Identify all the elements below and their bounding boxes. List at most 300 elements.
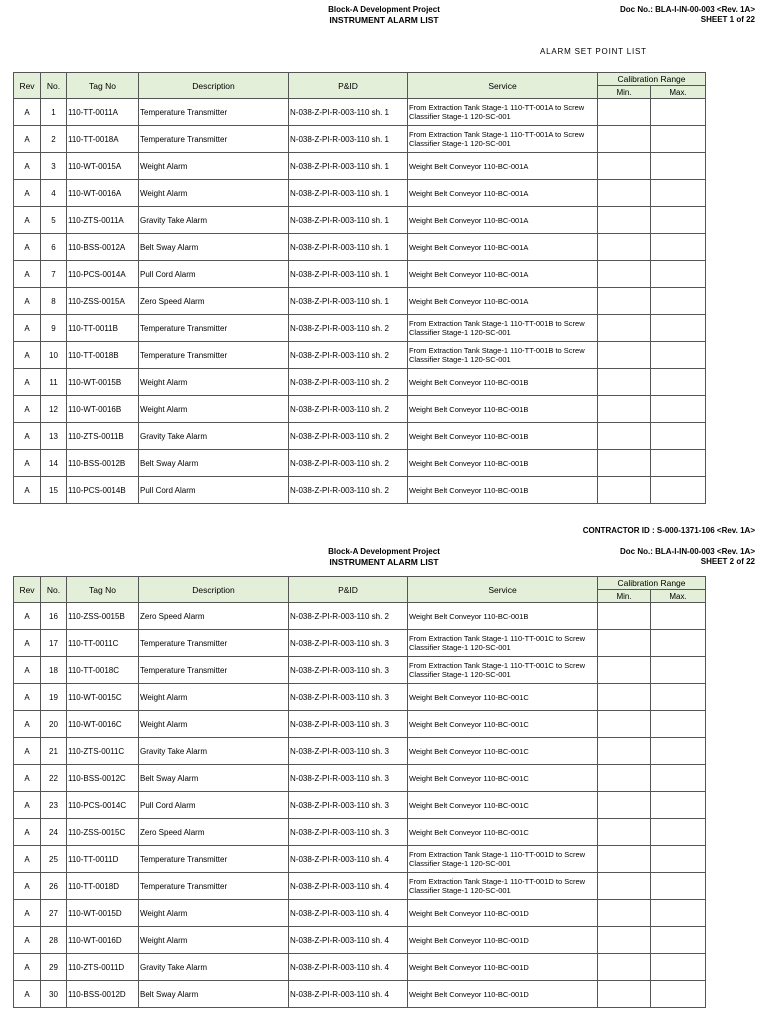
row-calibration-max [651, 423, 706, 450]
row-tag-number: 110-WT-0016A [67, 180, 139, 207]
row-service: Weight Belt Conveyor 110-BC-001A [408, 180, 598, 207]
row-service: From Extraction Tank Stage-1 110-TT-001A to Screw Classifier Stage-1 120-SC-001 [408, 126, 598, 153]
row-calibration-min [598, 423, 651, 450]
row-description: Weight Alarm [139, 153, 289, 180]
table-row [14, 261, 706, 288]
table-row [14, 927, 706, 954]
row-calibration-max [651, 603, 706, 630]
row-rev: A [14, 99, 41, 126]
row-tag-number: 110-WT-0015B [67, 369, 139, 396]
col-min-header: Min. [598, 590, 651, 603]
row-service: Weight Belt Conveyor 110-BC-001D [408, 900, 598, 927]
row-rev: A [14, 765, 41, 792]
row-tag-number: 110-WT-0016D [67, 927, 139, 954]
row-description: Gravity Take Alarm [139, 738, 289, 765]
row-calibration-min [598, 315, 651, 342]
row-calibration-max [651, 954, 706, 981]
row-calibration-min [598, 900, 651, 927]
row-number: 29 [41, 954, 67, 981]
col-pid-header: P&ID [289, 577, 408, 603]
row-pid: N-038-Z-PI-R-003-110 sh. 3 [289, 792, 408, 819]
sheet-header [284, 547, 484, 567]
sheet-number: SHEET 2 of 22 [700, 557, 755, 566]
row-tag-number: 110-BSS-0012B [67, 450, 139, 477]
row-service: From Extraction Tank Stage-1 110-TT-001D to Screw Classifier Stage-1 120-SC-001 [408, 846, 598, 873]
row-rev: A [14, 477, 41, 504]
doc-info [620, 547, 755, 567]
alarm-table [13, 72, 706, 504]
row-rev: A [14, 738, 41, 765]
row-tag-number: 110-ZTS-0011A [67, 207, 139, 234]
table-row [14, 900, 706, 927]
row-calibration-max [651, 126, 706, 153]
row-service: Weight Belt Conveyor 110-BC-001D [408, 954, 598, 981]
row-tag-number: 110-TT-0011D [67, 846, 139, 873]
row-calibration-min [598, 477, 651, 504]
row-description: Temperature Transmitter [139, 126, 289, 153]
row-number: 14 [41, 450, 67, 477]
row-description: Weight Alarm [139, 369, 289, 396]
row-number: 12 [41, 396, 67, 423]
row-service: Weight Belt Conveyor 110-BC-001A [408, 261, 598, 288]
row-number: 3 [41, 153, 67, 180]
row-pid: N-038-Z-PI-R-003-110 sh. 1 [289, 99, 408, 126]
row-description: Zero Speed Alarm [139, 603, 289, 630]
row-rev: A [14, 153, 41, 180]
row-service: Weight Belt Conveyor 110-BC-001D [408, 927, 598, 954]
row-tag-number: 110-WT-0016C [67, 711, 139, 738]
project-name: Block-A Development Project [328, 547, 440, 556]
row-number: 1 [41, 99, 67, 126]
row-calibration-max [651, 288, 706, 315]
row-pid: N-038-Z-PI-R-003-110 sh. 3 [289, 684, 408, 711]
row-rev: A [14, 342, 41, 369]
col-calibration-header: Calibration Range [598, 577, 706, 590]
row-calibration-max [651, 630, 706, 657]
row-calibration-min [598, 261, 651, 288]
row-rev: A [14, 684, 41, 711]
row-rev: A [14, 180, 41, 207]
col-no-header: No. [41, 577, 67, 603]
row-pid: N-038-Z-PI-R-003-110 sh. 3 [289, 765, 408, 792]
table-row [14, 630, 706, 657]
col-service-header: Service [408, 577, 598, 603]
row-rev: A [14, 900, 41, 927]
row-rev: A [14, 126, 41, 153]
row-description: Temperature Transmitter [139, 873, 289, 900]
row-description: Weight Alarm [139, 684, 289, 711]
table-row [14, 684, 706, 711]
row-rev: A [14, 603, 41, 630]
row-tag-number: 110-ZSS-0015B [67, 603, 139, 630]
document-title: INSTRUMENT ALARM LIST [329, 15, 439, 25]
row-description: Weight Alarm [139, 900, 289, 927]
row-pid: N-038-Z-PI-R-003-110 sh. 2 [289, 450, 408, 477]
row-calibration-max [651, 369, 706, 396]
row-description: Temperature Transmitter [139, 315, 289, 342]
row-number: 19 [41, 684, 67, 711]
row-calibration-max [651, 207, 706, 234]
row-number: 21 [41, 738, 67, 765]
row-pid: N-038-Z-PI-R-003-110 sh. 1 [289, 207, 408, 234]
row-tag-number: 110-TT-0011C [67, 630, 139, 657]
row-tag-number: 110-TT-0011A [67, 99, 139, 126]
row-service: Weight Belt Conveyor 110-BC-001A [408, 207, 598, 234]
row-pid: N-038-Z-PI-R-003-110 sh. 4 [289, 981, 408, 1008]
contractor-id: CONTRACTOR ID : S-000-1371-106 <Rev. 1A> [582, 526, 755, 535]
project-name: Block-A Development Project [328, 5, 440, 14]
table-row [14, 873, 706, 900]
row-description: Belt Sway Alarm [139, 234, 289, 261]
row-calibration-min [598, 819, 651, 846]
row-description: Pull Cord Alarm [139, 477, 289, 504]
row-calibration-min [598, 234, 651, 261]
row-calibration-min [598, 981, 651, 1008]
row-pid: N-038-Z-PI-R-003-110 sh. 1 [289, 180, 408, 207]
row-service: Weight Belt Conveyor 110-BC-001B [408, 396, 598, 423]
row-rev: A [14, 927, 41, 954]
row-calibration-min [598, 99, 651, 126]
row-pid: N-038-Z-PI-R-003-110 sh. 1 [289, 126, 408, 153]
row-calibration-max [651, 684, 706, 711]
row-calibration-min [598, 369, 651, 396]
row-number: 15 [41, 477, 67, 504]
row-rev: A [14, 657, 41, 684]
row-calibration-max [651, 711, 706, 738]
row-service: Weight Belt Conveyor 110-BC-001A [408, 288, 598, 315]
row-tag-number: 110-ZSS-0015A [67, 288, 139, 315]
row-pid: N-038-Z-PI-R-003-110 sh. 3 [289, 657, 408, 684]
table-row [14, 450, 706, 477]
row-pid: N-038-Z-PI-R-003-110 sh. 3 [289, 738, 408, 765]
row-calibration-max [651, 657, 706, 684]
row-number: 26 [41, 873, 67, 900]
row-tag-number: 110-ZTS-0011D [67, 954, 139, 981]
table-row [14, 819, 706, 846]
row-tag-number: 110-TT-0018B [67, 342, 139, 369]
row-description: Temperature Transmitter [139, 342, 289, 369]
row-description: Weight Alarm [139, 927, 289, 954]
row-service: From Extraction Tank Stage-1 110-TT-001B to Screw Classifier Stage-1 120-SC-001 [408, 342, 598, 369]
row-pid: N-038-Z-PI-R-003-110 sh. 3 [289, 711, 408, 738]
row-number: 9 [41, 315, 67, 342]
row-tag-number: 110-WT-0015D [67, 900, 139, 927]
row-pid: N-038-Z-PI-R-003-110 sh. 1 [289, 261, 408, 288]
row-description: Temperature Transmitter [139, 846, 289, 873]
row-number: 18 [41, 657, 67, 684]
row-number: 10 [41, 342, 67, 369]
row-number: 8 [41, 288, 67, 315]
row-number: 24 [41, 819, 67, 846]
row-number: 23 [41, 792, 67, 819]
row-calibration-max [651, 846, 706, 873]
row-description: Belt Sway Alarm [139, 450, 289, 477]
row-pid: N-038-Z-PI-R-003-110 sh. 4 [289, 954, 408, 981]
row-service: Weight Belt Conveyor 110-BC-001D [408, 981, 598, 1008]
table-row [14, 369, 706, 396]
row-number: 27 [41, 900, 67, 927]
table-row [14, 792, 706, 819]
row-tag-number: 110-PCS-0014B [67, 477, 139, 504]
row-tag-number: 110-BSS-0012C [67, 765, 139, 792]
row-pid: N-038-Z-PI-R-003-110 sh. 2 [289, 315, 408, 342]
row-tag-number: 110-WT-0015C [67, 684, 139, 711]
row-description: Pull Cord Alarm [139, 792, 289, 819]
row-description: Belt Sway Alarm [139, 765, 289, 792]
row-calibration-min [598, 657, 651, 684]
table-row [14, 657, 706, 684]
table-row [14, 315, 706, 342]
row-pid: N-038-Z-PI-R-003-110 sh. 2 [289, 342, 408, 369]
row-calibration-max [651, 927, 706, 954]
row-number: 16 [41, 603, 67, 630]
row-rev: A [14, 261, 41, 288]
row-tag-number: 110-BSS-0012D [67, 981, 139, 1008]
row-rev: A [14, 288, 41, 315]
row-calibration-max [651, 765, 706, 792]
table-row [14, 153, 706, 180]
row-calibration-max [651, 900, 706, 927]
table-row [14, 99, 706, 126]
row-service: Weight Belt Conveyor 110-BC-001B [408, 423, 598, 450]
col-tag-header: Tag No [67, 577, 139, 603]
row-calibration-max [651, 450, 706, 477]
row-number: 6 [41, 234, 67, 261]
col-pid-header: P&ID [289, 73, 408, 99]
row-service: From Extraction Tank Stage-1 110-TT-001B to Screw Classifier Stage-1 120-SC-001 [408, 315, 598, 342]
row-calibration-max [651, 99, 706, 126]
col-rev-header: Rev [14, 577, 41, 603]
row-service: From Extraction Tank Stage-1 110-TT-001C to Screw Classifier Stage-1 120-SC-001 [408, 657, 598, 684]
row-service: Weight Belt Conveyor 110-BC-001C [408, 792, 598, 819]
row-pid: N-038-Z-PI-R-003-110 sh. 3 [289, 630, 408, 657]
row-pid: N-038-Z-PI-R-003-110 sh. 1 [289, 153, 408, 180]
row-calibration-min [598, 873, 651, 900]
row-rev: A [14, 234, 41, 261]
row-rev: A [14, 954, 41, 981]
row-pid: N-038-Z-PI-R-003-110 sh. 4 [289, 900, 408, 927]
row-calibration-min [598, 207, 651, 234]
row-calibration-min [598, 684, 651, 711]
row-calibration-min [598, 180, 651, 207]
row-rev: A [14, 981, 41, 1008]
col-tag-header: Tag No [67, 73, 139, 99]
doc-info [620, 5, 755, 25]
row-pid: N-038-Z-PI-R-003-110 sh. 1 [289, 234, 408, 261]
col-no-header: No. [41, 73, 67, 99]
table-row [14, 954, 706, 981]
row-rev: A [14, 846, 41, 873]
row-pid: N-038-Z-PI-R-003-110 sh. 2 [289, 396, 408, 423]
row-calibration-max [651, 342, 706, 369]
doc-number: Doc No.: BLA-I-IN-00-003 <Rev. 1A> [620, 547, 755, 556]
col-description-header: Description [139, 577, 289, 603]
row-service: Weight Belt Conveyor 110-BC-001A [408, 234, 598, 261]
col-max-header: Max. [651, 590, 706, 603]
row-service: Weight Belt Conveyor 110-BC-001C [408, 765, 598, 792]
table-row [14, 981, 706, 1008]
setpoint-title: ALARM SET POINT LIST [540, 47, 647, 56]
row-tag-number: 110-ZSS-0015C [67, 819, 139, 846]
row-rev: A [14, 423, 41, 450]
row-calibration-max [651, 153, 706, 180]
row-number: 28 [41, 927, 67, 954]
row-pid: N-038-Z-PI-R-003-110 sh. 4 [289, 846, 408, 873]
row-pid: N-038-Z-PI-R-003-110 sh. 4 [289, 927, 408, 954]
row-description: Gravity Take Alarm [139, 423, 289, 450]
row-number: 30 [41, 981, 67, 1008]
row-description: Zero Speed Alarm [139, 288, 289, 315]
row-number: 2 [41, 126, 67, 153]
table-row [14, 765, 706, 792]
row-calibration-min [598, 765, 651, 792]
row-description: Temperature Transmitter [139, 99, 289, 126]
row-calibration-min [598, 630, 651, 657]
row-calibration-min [598, 711, 651, 738]
row-calibration-min [598, 396, 651, 423]
row-rev: A [14, 207, 41, 234]
row-calibration-min [598, 450, 651, 477]
row-calibration-min [598, 792, 651, 819]
table-row [14, 423, 706, 450]
row-tag-number: 110-WT-0015A [67, 153, 139, 180]
col-rev-header: Rev [14, 73, 41, 99]
row-description: Belt Sway Alarm [139, 981, 289, 1008]
row-rev: A [14, 369, 41, 396]
row-calibration-min [598, 954, 651, 981]
col-calibration-header: Calibration Range [598, 73, 706, 86]
row-calibration-max [651, 234, 706, 261]
row-tag-number: 110-ZTS-0011C [67, 738, 139, 765]
row-rev: A [14, 630, 41, 657]
row-service: Weight Belt Conveyor 110-BC-001C [408, 711, 598, 738]
sheet-number: SHEET 1 of 22 [700, 15, 755, 24]
row-pid: N-038-Z-PI-R-003-110 sh. 2 [289, 603, 408, 630]
row-number: 25 [41, 846, 67, 873]
table-row [14, 477, 706, 504]
row-number: 11 [41, 369, 67, 396]
table-row [14, 846, 706, 873]
row-rev: A [14, 819, 41, 846]
row-number: 20 [41, 711, 67, 738]
row-pid: N-038-Z-PI-R-003-110 sh. 2 [289, 477, 408, 504]
row-description: Gravity Take Alarm [139, 954, 289, 981]
row-calibration-min [598, 153, 651, 180]
row-tag-number: 110-TT-0011B [67, 315, 139, 342]
row-calibration-max [651, 819, 706, 846]
col-max-header: Max. [651, 86, 706, 99]
row-calibration-max [651, 396, 706, 423]
row-number: 5 [41, 207, 67, 234]
row-service: Weight Belt Conveyor 110-BC-001B [408, 450, 598, 477]
row-pid: N-038-Z-PI-R-003-110 sh. 3 [289, 819, 408, 846]
table-row [14, 603, 706, 630]
table-row [14, 288, 706, 315]
row-rev: A [14, 396, 41, 423]
col-description-header: Description [139, 73, 289, 99]
row-service: From Extraction Tank Stage-1 110-TT-001C to Screw Classifier Stage-1 120-SC-001 [408, 630, 598, 657]
row-calibration-min [598, 846, 651, 873]
row-service: Weight Belt Conveyor 110-BC-001B [408, 603, 598, 630]
row-number: 4 [41, 180, 67, 207]
alarm-table [13, 576, 706, 1008]
row-pid: N-038-Z-PI-R-003-110 sh. 2 [289, 369, 408, 396]
row-rev: A [14, 315, 41, 342]
row-tag-number: 110-WT-0016B [67, 396, 139, 423]
row-description: Pull Cord Alarm [139, 261, 289, 288]
table-row [14, 126, 706, 153]
row-calibration-max [651, 738, 706, 765]
row-service: Weight Belt Conveyor 110-BC-001B [408, 477, 598, 504]
row-description: Weight Alarm [139, 180, 289, 207]
row-calibration-min [598, 288, 651, 315]
row-tag-number: 110-TT-0018D [67, 873, 139, 900]
row-tag-number: 110-BSS-0012A [67, 234, 139, 261]
table-row [14, 234, 706, 261]
row-description: Zero Speed Alarm [139, 819, 289, 846]
row-number: 22 [41, 765, 67, 792]
row-calibration-min [598, 927, 651, 954]
document-title: INSTRUMENT ALARM LIST [329, 557, 439, 567]
row-service: Weight Belt Conveyor 110-BC-001C [408, 684, 598, 711]
row-service: From Extraction Tank Stage-1 110-TT-001A to Screw Classifier Stage-1 120-SC-001 [408, 99, 598, 126]
row-description: Weight Alarm [139, 396, 289, 423]
row-description: Weight Alarm [139, 711, 289, 738]
row-calibration-max [651, 792, 706, 819]
row-calibration-max [651, 873, 706, 900]
row-service: Weight Belt Conveyor 110-BC-001C [408, 738, 598, 765]
row-calibration-max [651, 477, 706, 504]
row-description: Temperature Transmitter [139, 657, 289, 684]
row-number: 13 [41, 423, 67, 450]
table-row [14, 396, 706, 423]
row-rev: A [14, 450, 41, 477]
row-calibration-max [651, 981, 706, 1008]
row-service: Weight Belt Conveyor 110-BC-001A [408, 153, 598, 180]
col-min-header: Min. [598, 86, 651, 99]
row-service: From Extraction Tank Stage-1 110-TT-001D to Screw Classifier Stage-1 120-SC-001 [408, 873, 598, 900]
col-service-header: Service [408, 73, 598, 99]
sheet-header [284, 5, 484, 25]
row-rev: A [14, 873, 41, 900]
row-description: Temperature Transmitter [139, 630, 289, 657]
row-calibration-max [651, 180, 706, 207]
row-description: Gravity Take Alarm [139, 207, 289, 234]
row-rev: A [14, 792, 41, 819]
row-tag-number: 110-PCS-0014C [67, 792, 139, 819]
doc-number: Doc No.: BLA-I-IN-00-003 <Rev. 1A> [620, 5, 755, 14]
table-row [14, 711, 706, 738]
table-row [14, 180, 706, 207]
row-pid: N-038-Z-PI-R-003-110 sh. 4 [289, 873, 408, 900]
row-tag-number: 110-PCS-0014A [67, 261, 139, 288]
row-number: 7 [41, 261, 67, 288]
row-tag-number: 110-TT-0018A [67, 126, 139, 153]
row-tag-number: 110-TT-0018C [67, 657, 139, 684]
row-calibration-max [651, 261, 706, 288]
row-rev: A [14, 711, 41, 738]
row-pid: N-038-Z-PI-R-003-110 sh. 1 [289, 288, 408, 315]
table-row [14, 342, 706, 369]
row-number: 17 [41, 630, 67, 657]
row-tag-number: 110-ZTS-0011B [67, 423, 139, 450]
row-service: Weight Belt Conveyor 110-BC-001B [408, 369, 598, 396]
row-pid: N-038-Z-PI-R-003-110 sh. 2 [289, 423, 408, 450]
row-calibration-min [598, 126, 651, 153]
table-row [14, 738, 706, 765]
row-service: Weight Belt Conveyor 110-BC-001C [408, 819, 598, 846]
row-calibration-min [598, 603, 651, 630]
